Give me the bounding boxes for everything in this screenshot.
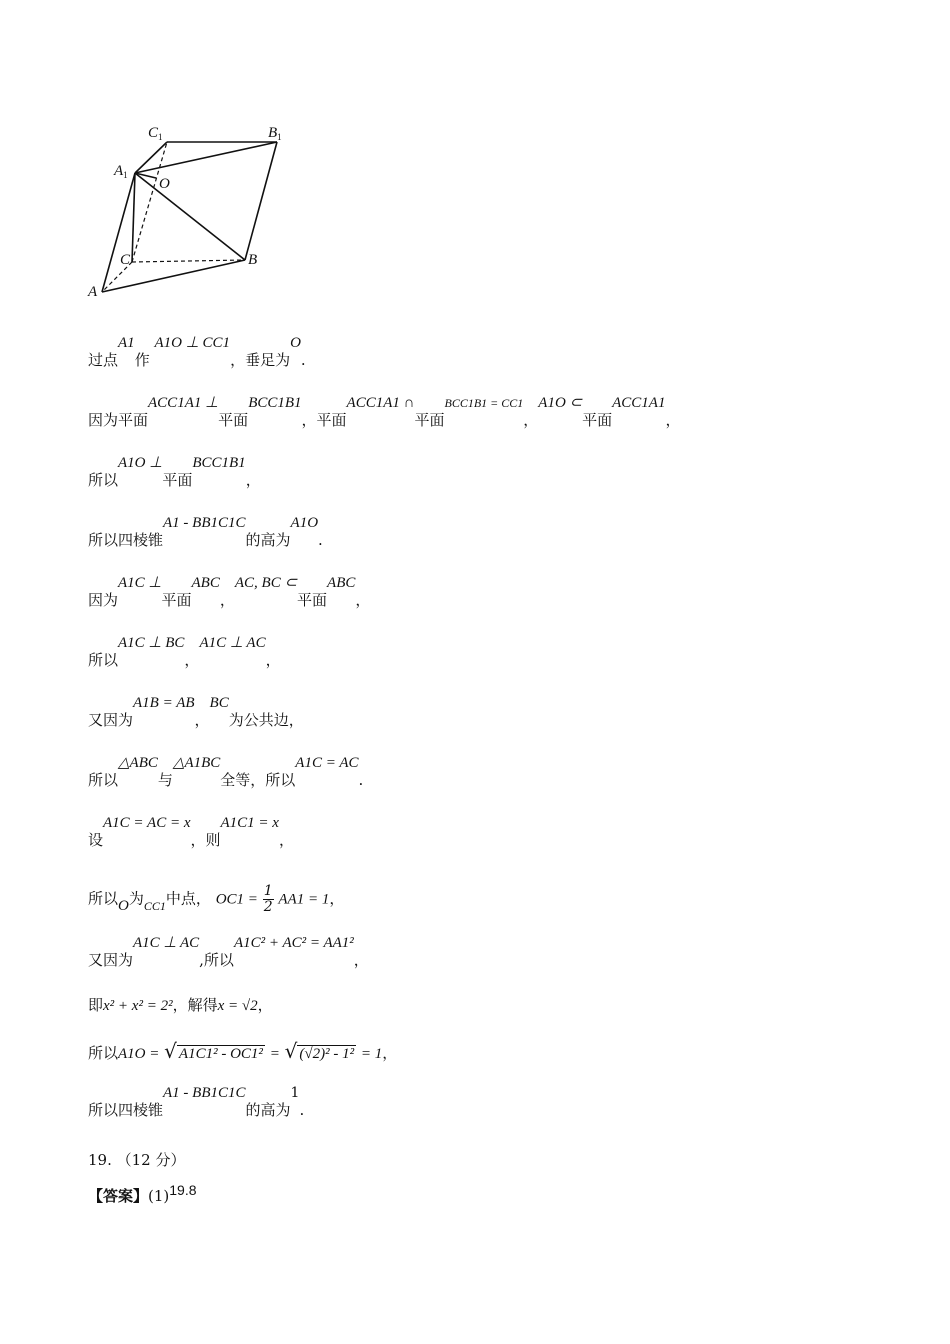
edge-A1-B [135,173,245,260]
prism-figure [80,118,300,308]
label-C1: $C_1$ [148,125,163,142]
label-C: C [120,252,131,268]
solution-line-12: 即x² + x² = 2²，解得x = √2， [88,996,273,1014]
fraction-one-half: $\frac{1}{2}$ [263,883,273,915]
label-A1: $A_1$ [114,163,128,180]
solution-line-1: 过点A1作 A1O ⊥ CC1，垂足为O. [88,335,306,369]
solution-line-4: 所以四棱锥A1 - BB1C1C的高为A1O. [88,515,323,549]
solution-line-6: 所以A1C ⊥ BC，A1C ⊥ AC， [88,635,281,669]
answer-line: 【答案】(1)19.8 [88,1182,197,1205]
solution-line-14: 所以四棱锥A1 - BB1C1C的高为1. [88,1085,305,1119]
question-19-header: 19. （12 分） [88,1151,186,1169]
label-B1: $B_1$ [268,125,282,142]
solution-line-5: 因为A1C ⊥平面ABC，AC, BC ⊂平面ABC， [88,575,371,609]
label-O: O [159,176,170,192]
solution-line-7: 又因为A1B = AB，BC为公共边， [88,695,304,729]
edge-A1-B1 [135,142,277,173]
label-A: A [88,284,98,300]
solution-line-11: 又因为A1C ⊥ AC,所以A1C² + AC² = AA1²， [88,935,369,969]
solution-line-13: 所以A1O = √ A1C1² - OC1² = √ (√2)² - 1² = 1， [88,1039,398,1063]
solution-line-9: 设A1C = AC = x，则A1C1 = x， [88,815,294,849]
solution-line-10: 所以O为$_{CC1}$中点， OC1 = $\frac{1}{2}$ AA1 = 1， [88,883,345,915]
solution-line-2: 因为平面ACC1A1 ⊥平面BCC1B1，平面ACC1A1 ∩平面$^{BCC1B1 = CC1}$，A1O ⊂平面ACC1A1， [88,395,681,429]
edge-A1-C [132,173,135,262]
label-B: B [248,252,258,268]
solution-line-8: 所以△ABC与△A1BC全等，所以A1C = AC. [88,755,364,789]
edge-C-B [132,260,245,262]
edge-B1-B [245,142,277,260]
solution-line-3: 所以A1O ⊥平面BCC1B1， [88,455,261,489]
edge-A1-A [102,173,135,292]
